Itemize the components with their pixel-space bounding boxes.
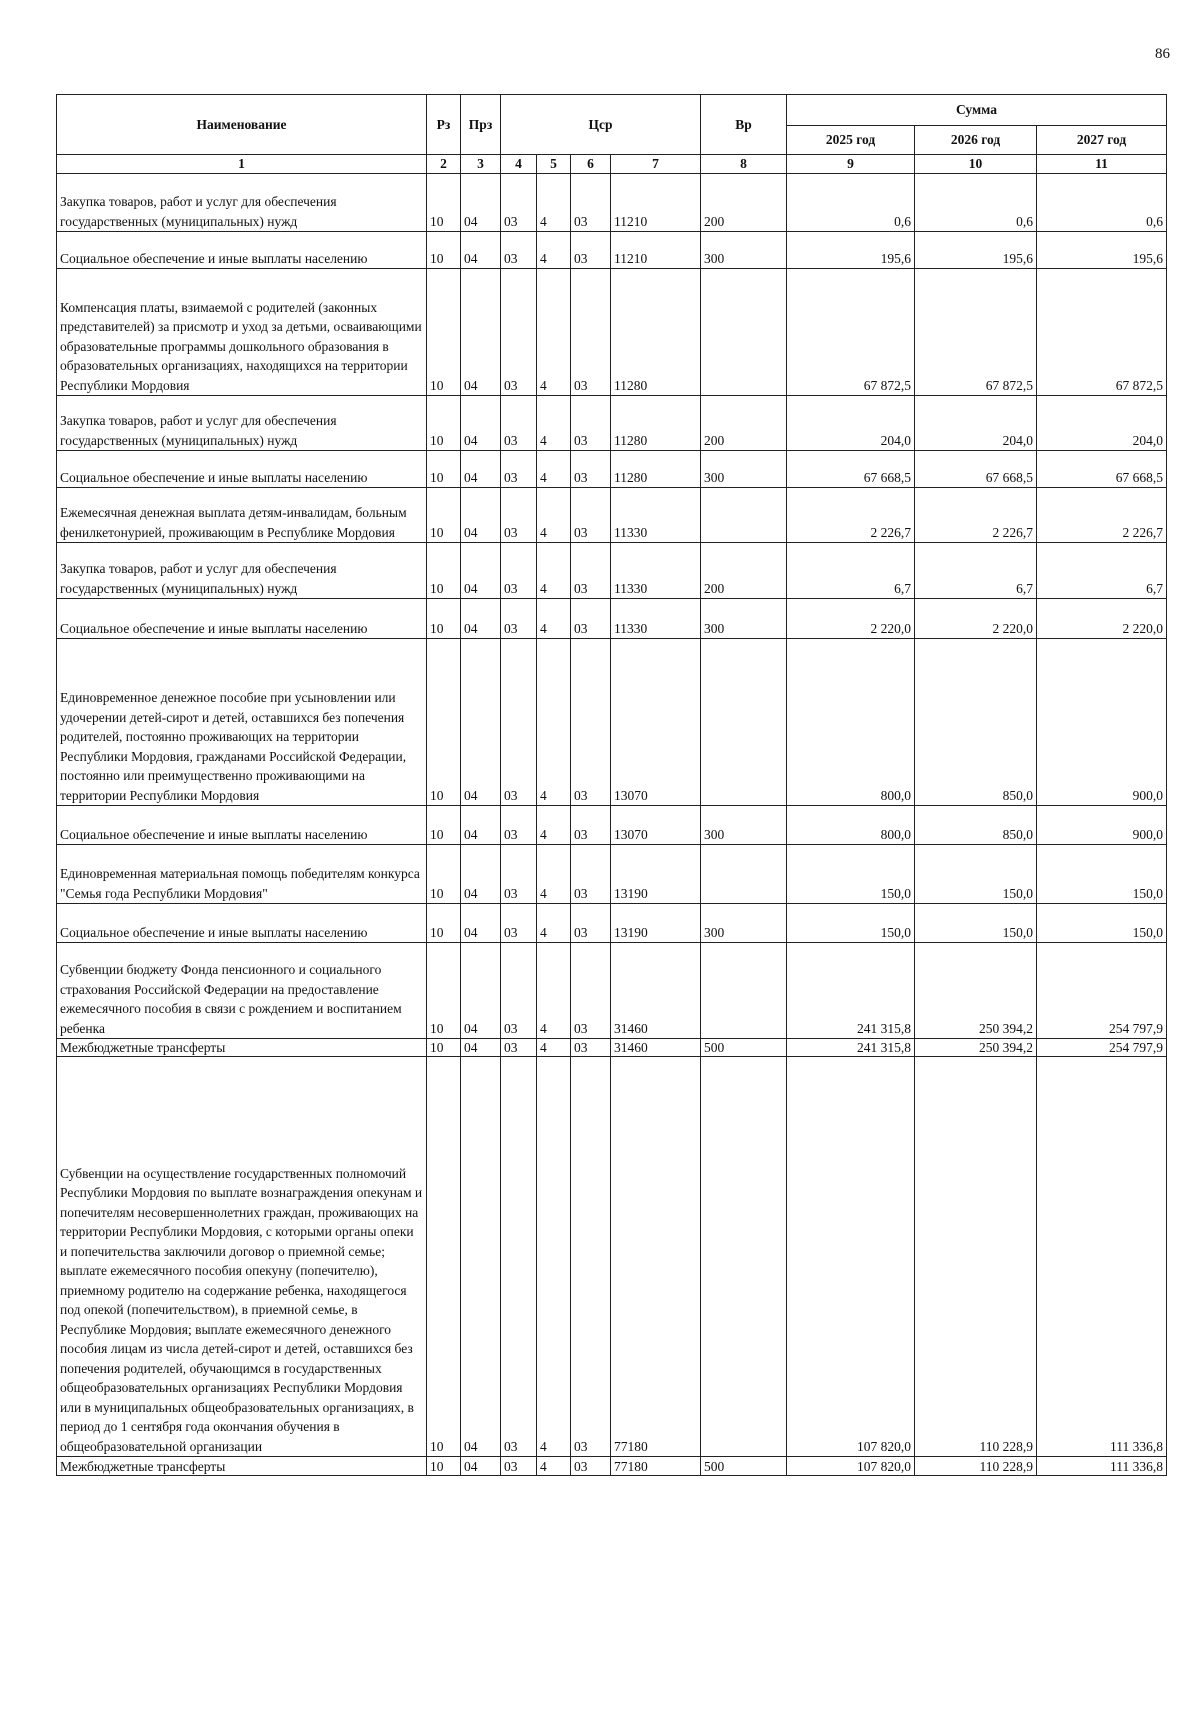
row-rz: 10 bbox=[427, 451, 461, 488]
row-name: Закупка товаров, работ и услуг для обеспечения государственных (муниципальных) нужд bbox=[57, 396, 427, 451]
row-csr-4: 03 bbox=[501, 904, 537, 943]
column-number: 4 bbox=[501, 155, 537, 174]
row-vr: 300 bbox=[701, 232, 787, 269]
row-sum-2025: 241 315,8 bbox=[787, 943, 915, 1039]
header-csr: Цср bbox=[501, 95, 701, 155]
row-sum-2025: 150,0 bbox=[787, 904, 915, 943]
row-vr: 300 bbox=[701, 806, 787, 845]
row-prz: 04 bbox=[461, 1457, 501, 1476]
row-prz: 04 bbox=[461, 174, 501, 232]
row-prz: 04 bbox=[461, 904, 501, 943]
row-sum-2025: 150,0 bbox=[787, 845, 915, 904]
table-row bbox=[57, 269, 1167, 396]
row-name: Ежемесячная денежная выплата детям-инвалидам, больным фенилкетонурией, проживающим в Республике Мордовия bbox=[57, 488, 427, 543]
row-sum-2026: 150,0 bbox=[915, 845, 1037, 904]
row-vr: 500 bbox=[701, 1039, 787, 1057]
row-prz: 04 bbox=[461, 943, 501, 1039]
header-name: Наименование bbox=[57, 95, 427, 155]
row-rz: 10 bbox=[427, 488, 461, 543]
row-rz: 10 bbox=[427, 1457, 461, 1476]
row-csr-5: 4 bbox=[537, 1057, 571, 1457]
table-row bbox=[57, 904, 1167, 943]
row-csr-4: 03 bbox=[501, 174, 537, 232]
row-prz: 04 bbox=[461, 599, 501, 639]
row-csr-7: 11280 bbox=[611, 451, 701, 488]
table-row bbox=[57, 488, 1167, 543]
row-csr-6: 03 bbox=[571, 599, 611, 639]
row-csr-5: 4 bbox=[537, 599, 571, 639]
row-sum-2027: 150,0 bbox=[1037, 845, 1167, 904]
column-number: 7 bbox=[611, 155, 701, 174]
row-vr bbox=[701, 488, 787, 543]
column-number: 2 bbox=[427, 155, 461, 174]
row-name: Межбюджетные трансферты bbox=[57, 1039, 427, 1057]
row-rz: 10 bbox=[427, 639, 461, 806]
row-vr: 500 bbox=[701, 1457, 787, 1476]
row-vr bbox=[701, 845, 787, 904]
row-csr-7: 31460 bbox=[611, 943, 701, 1039]
row-sum-2026: 110 228,9 bbox=[915, 1057, 1037, 1457]
row-rz: 10 bbox=[427, 845, 461, 904]
row-csr-4: 03 bbox=[501, 845, 537, 904]
row-vr: 300 bbox=[701, 599, 787, 639]
row-csr-7: 11280 bbox=[611, 396, 701, 451]
header-year-2026: 2026 год bbox=[915, 126, 1037, 155]
row-name: Социальное обеспечение и иные выплаты населению bbox=[57, 451, 427, 488]
row-sum-2026: 0,6 bbox=[915, 174, 1037, 232]
row-csr-5: 4 bbox=[537, 543, 571, 599]
row-sum-2027: 67 872,5 bbox=[1037, 269, 1167, 396]
row-csr-6: 03 bbox=[571, 1457, 611, 1476]
row-sum-2027: 900,0 bbox=[1037, 806, 1167, 845]
row-sum-2025: 67 668,5 bbox=[787, 451, 915, 488]
row-csr-4: 03 bbox=[501, 1039, 537, 1057]
row-sum-2026: 250 394,2 bbox=[915, 1039, 1037, 1057]
header-rz: Рз bbox=[427, 95, 461, 155]
row-name: Субвенции на осуществление государственных полномочий Республики Мордовия по выплате вознаграждения опекунам и попечителям несовершеннолетних граждан, проживающих на территории Республики Мордовия, с которыми органы опеки и попечительства заключили договор о приемной семье; выплате ежемесячного пособия опекуну (попечителю), приемному родителю на содержание ребенка, находящегося под опекой (попечительством), в приемной семье, в Республике Мордовия; выплате ежемесячного денежного пособия лицам из числа детей-сирот и детей, оставшихся без попечения родителей, обучающимся в государственных общеобразовательных организациях Республики Мордовия или в муниципальных общеобразовательных организациях, в период до 1 сентября года окончания обучения в общеобразовательной организации bbox=[57, 1057, 427, 1457]
row-name: Единовременная материальная помощь победителям конкурса "Семья года Республики Мордовия" bbox=[57, 845, 427, 904]
row-sum-2026: 204,0 bbox=[915, 396, 1037, 451]
column-number: 6 bbox=[571, 155, 611, 174]
row-name: Межбюджетные трансферты bbox=[57, 1457, 427, 1476]
row-sum-2025: 2 220,0 bbox=[787, 599, 915, 639]
row-sum-2026: 6,7 bbox=[915, 543, 1037, 599]
row-csr-7: 11210 bbox=[611, 232, 701, 269]
row-sum-2025: 107 820,0 bbox=[787, 1057, 915, 1457]
row-csr-5: 4 bbox=[537, 269, 571, 396]
row-sum-2025: 800,0 bbox=[787, 639, 915, 806]
row-csr-7: 13070 bbox=[611, 806, 701, 845]
row-sum-2027: 6,7 bbox=[1037, 543, 1167, 599]
column-number: 11 bbox=[1037, 155, 1167, 174]
table-row bbox=[57, 1039, 1167, 1057]
row-csr-7: 11330 bbox=[611, 599, 701, 639]
row-prz: 04 bbox=[461, 396, 501, 451]
row-csr-4: 03 bbox=[501, 639, 537, 806]
table-row bbox=[57, 806, 1167, 845]
row-vr: 200 bbox=[701, 396, 787, 451]
column-number: 8 bbox=[701, 155, 787, 174]
row-csr-5: 4 bbox=[537, 1457, 571, 1476]
row-csr-5: 4 bbox=[537, 174, 571, 232]
row-sum-2027: 150,0 bbox=[1037, 904, 1167, 943]
row-sum-2027: 111 336,8 bbox=[1037, 1457, 1167, 1476]
table-row bbox=[57, 396, 1167, 451]
row-prz: 04 bbox=[461, 845, 501, 904]
row-csr-6: 03 bbox=[571, 1057, 611, 1457]
column-number-row bbox=[57, 155, 1167, 174]
row-csr-4: 03 bbox=[501, 599, 537, 639]
row-sum-2027: 0,6 bbox=[1037, 174, 1167, 232]
table-body bbox=[57, 174, 1167, 1476]
header-prz: Прз bbox=[461, 95, 501, 155]
row-rz: 10 bbox=[427, 269, 461, 396]
row-sum-2025: 0,6 bbox=[787, 174, 915, 232]
row-csr-5: 4 bbox=[537, 451, 571, 488]
row-rz: 10 bbox=[427, 174, 461, 232]
row-prz: 04 bbox=[461, 232, 501, 269]
row-rz: 10 bbox=[427, 232, 461, 269]
row-csr-5: 4 bbox=[537, 488, 571, 543]
table-row bbox=[57, 232, 1167, 269]
row-name: Социальное обеспечение и иные выплаты населению bbox=[57, 232, 427, 269]
row-sum-2025: 2 226,7 bbox=[787, 488, 915, 543]
row-name: Единовременное денежное пособие при усыновлении или удочерении детей-сирот и детей, оставшихся без попечения родителей, постоянно проживающих на территории Республики Мордовия, гражданами Российской Федерации, постоянно или преимущественно проживающими на территории Республики Мордовия bbox=[57, 639, 427, 806]
row-sum-2027: 900,0 bbox=[1037, 639, 1167, 806]
budget-table bbox=[56, 94, 1167, 1476]
row-csr-7: 13190 bbox=[611, 845, 701, 904]
row-csr-5: 4 bbox=[537, 806, 571, 845]
column-number: 10 bbox=[915, 155, 1037, 174]
row-sum-2026: 2 226,7 bbox=[915, 488, 1037, 543]
row-sum-2026: 250 394,2 bbox=[915, 943, 1037, 1039]
table-row bbox=[57, 1057, 1167, 1457]
row-prz: 04 bbox=[461, 1057, 501, 1457]
row-csr-4: 03 bbox=[501, 1457, 537, 1476]
row-sum-2027: 195,6 bbox=[1037, 232, 1167, 269]
row-sum-2026: 195,6 bbox=[915, 232, 1037, 269]
row-csr-5: 4 bbox=[537, 845, 571, 904]
row-sum-2026: 850,0 bbox=[915, 639, 1037, 806]
row-sum-2027: 254 797,9 bbox=[1037, 943, 1167, 1039]
row-name: Социальное обеспечение и иные выплаты населению bbox=[57, 904, 427, 943]
row-vr: 300 bbox=[701, 904, 787, 943]
row-vr: 300 bbox=[701, 451, 787, 488]
table-row bbox=[57, 639, 1167, 806]
row-vr: 200 bbox=[701, 543, 787, 599]
row-sum-2025: 800,0 bbox=[787, 806, 915, 845]
row-csr-5: 4 bbox=[537, 396, 571, 451]
row-prz: 04 bbox=[461, 806, 501, 845]
column-number: 5 bbox=[537, 155, 571, 174]
row-prz: 04 bbox=[461, 488, 501, 543]
row-sum-2025: 195,6 bbox=[787, 232, 915, 269]
row-csr-4: 03 bbox=[501, 488, 537, 543]
table-header bbox=[57, 95, 1167, 174]
row-prz: 04 bbox=[461, 1039, 501, 1057]
row-sum-2026: 850,0 bbox=[915, 806, 1037, 845]
row-csr-5: 4 bbox=[537, 1039, 571, 1057]
row-prz: 04 bbox=[461, 543, 501, 599]
row-csr-4: 03 bbox=[501, 1057, 537, 1457]
row-csr-7: 31460 bbox=[611, 1039, 701, 1057]
row-csr-5: 4 bbox=[537, 904, 571, 943]
row-csr-7: 13190 bbox=[611, 904, 701, 943]
row-csr-4: 03 bbox=[501, 806, 537, 845]
row-csr-6: 03 bbox=[571, 269, 611, 396]
row-rz: 10 bbox=[427, 1057, 461, 1457]
row-sum-2025: 204,0 bbox=[787, 396, 915, 451]
row-rz: 10 bbox=[427, 1039, 461, 1057]
row-rz: 10 bbox=[427, 904, 461, 943]
row-rz: 10 bbox=[427, 943, 461, 1039]
row-csr-7: 77180 bbox=[611, 1457, 701, 1476]
row-prz: 04 bbox=[461, 451, 501, 488]
row-csr-7: 77180 bbox=[611, 1057, 701, 1457]
row-name: Социальное обеспечение и иные выплаты населению bbox=[57, 806, 427, 845]
table-row bbox=[57, 1457, 1167, 1476]
row-csr-6: 03 bbox=[571, 845, 611, 904]
row-vr bbox=[701, 639, 787, 806]
row-csr-6: 03 bbox=[571, 904, 611, 943]
row-csr-7: 11330 bbox=[611, 488, 701, 543]
row-csr-6: 03 bbox=[571, 396, 611, 451]
row-csr-7: 11330 bbox=[611, 543, 701, 599]
table-row bbox=[57, 543, 1167, 599]
column-number: 9 bbox=[787, 155, 915, 174]
column-number: 3 bbox=[461, 155, 501, 174]
row-vr bbox=[701, 269, 787, 396]
row-vr bbox=[701, 1057, 787, 1457]
row-csr-4: 03 bbox=[501, 232, 537, 269]
row-sum-2026: 67 668,5 bbox=[915, 451, 1037, 488]
row-sum-2027: 111 336,8 bbox=[1037, 1057, 1167, 1457]
row-csr-5: 4 bbox=[537, 232, 571, 269]
row-name: Компенсация платы, взимаемой с родителей (законных представителей) за присмотр и уход за детьми, осваивающими образовательные программы дошкольного образования в образовательных организациях, находящихся на территории Республики Мордовия bbox=[57, 269, 427, 396]
row-sum-2026: 2 220,0 bbox=[915, 599, 1037, 639]
table-row bbox=[57, 845, 1167, 904]
table-row bbox=[57, 943, 1167, 1039]
row-csr-6: 03 bbox=[571, 806, 611, 845]
header-vr: Вр bbox=[701, 95, 787, 155]
row-csr-6: 03 bbox=[571, 451, 611, 488]
row-csr-6: 03 bbox=[571, 1039, 611, 1057]
row-vr: 200 bbox=[701, 174, 787, 232]
row-rz: 10 bbox=[427, 599, 461, 639]
row-sum-2027: 254 797,9 bbox=[1037, 1039, 1167, 1057]
table-row bbox=[57, 174, 1167, 232]
header-year-2027: 2027 год bbox=[1037, 126, 1167, 155]
page-number: 86 bbox=[1155, 46, 1170, 62]
row-csr-7: 11280 bbox=[611, 269, 701, 396]
row-prz: 04 bbox=[461, 269, 501, 396]
row-csr-6: 03 bbox=[571, 232, 611, 269]
row-name: Субвенции бюджету Фонда пенсионного и социального страхования Российской Федерации на предоставление ежемесячного пособия в связи с рождением и воспитанием ребенка bbox=[57, 943, 427, 1039]
row-sum-2026: 67 872,5 bbox=[915, 269, 1037, 396]
row-sum-2026: 110 228,9 bbox=[915, 1457, 1037, 1476]
row-sum-2027: 2 220,0 bbox=[1037, 599, 1167, 639]
row-csr-4: 03 bbox=[501, 396, 537, 451]
row-csr-6: 03 bbox=[571, 639, 611, 806]
row-name: Закупка товаров, работ и услуг для обеспечения государственных (муниципальных) нужд bbox=[57, 174, 427, 232]
row-csr-4: 03 bbox=[501, 451, 537, 488]
row-csr-7: 13070 bbox=[611, 639, 701, 806]
row-csr-4: 03 bbox=[501, 269, 537, 396]
row-csr-6: 03 bbox=[571, 543, 611, 599]
row-csr-6: 03 bbox=[571, 943, 611, 1039]
row-csr-7: 11210 bbox=[611, 174, 701, 232]
row-vr bbox=[701, 943, 787, 1039]
row-name: Социальное обеспечение и иные выплаты населению bbox=[57, 599, 427, 639]
header-sum: Сумма bbox=[787, 95, 1167, 126]
table-row bbox=[57, 599, 1167, 639]
row-rz: 10 bbox=[427, 396, 461, 451]
row-sum-2025: 67 872,5 bbox=[787, 269, 915, 396]
row-csr-4: 03 bbox=[501, 543, 537, 599]
header-year-2025: 2025 год bbox=[787, 126, 915, 155]
row-sum-2026: 150,0 bbox=[915, 904, 1037, 943]
row-sum-2027: 2 226,7 bbox=[1037, 488, 1167, 543]
row-csr-5: 4 bbox=[537, 943, 571, 1039]
row-sum-2025: 107 820,0 bbox=[787, 1457, 915, 1476]
row-name: Закупка товаров, работ и услуг для обеспечения государственных (муниципальных) нужд bbox=[57, 543, 427, 599]
row-csr-5: 4 bbox=[537, 639, 571, 806]
row-csr-6: 03 bbox=[571, 174, 611, 232]
row-prz: 04 bbox=[461, 639, 501, 806]
row-rz: 10 bbox=[427, 543, 461, 599]
row-rz: 10 bbox=[427, 806, 461, 845]
column-number: 1 bbox=[57, 155, 427, 174]
row-sum-2027: 67 668,5 bbox=[1037, 451, 1167, 488]
row-sum-2027: 204,0 bbox=[1037, 396, 1167, 451]
row-csr-4: 03 bbox=[501, 943, 537, 1039]
table-row bbox=[57, 451, 1167, 488]
row-sum-2025: 241 315,8 bbox=[787, 1039, 915, 1057]
row-csr-6: 03 bbox=[571, 488, 611, 543]
row-sum-2025: 6,7 bbox=[787, 543, 915, 599]
